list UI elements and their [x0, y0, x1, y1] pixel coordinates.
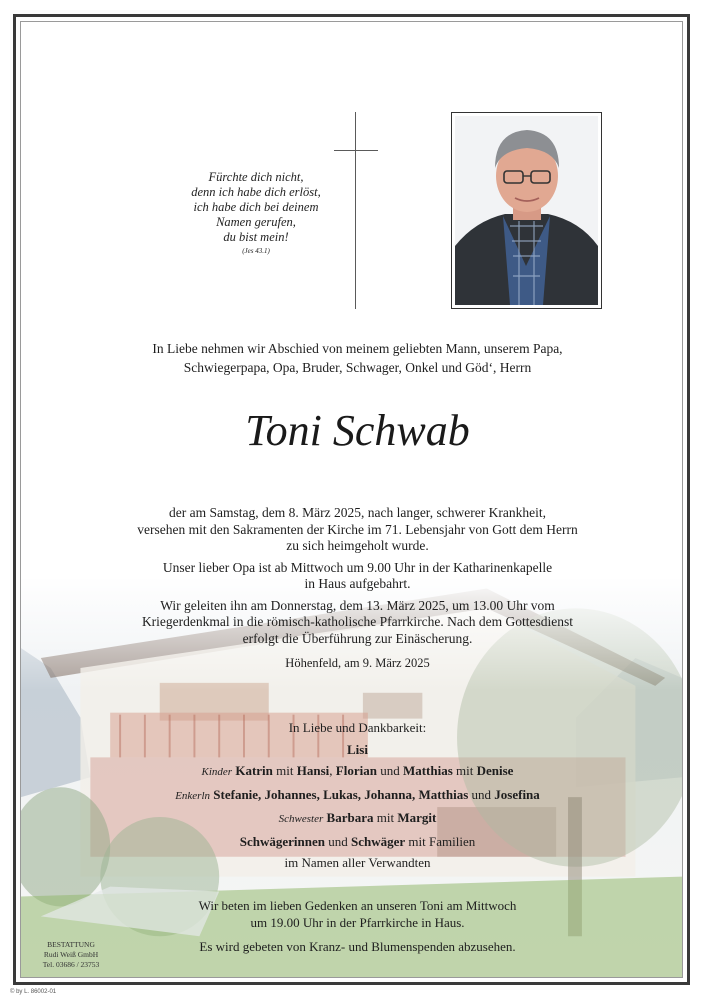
body-line: der am Samstag, dem 8. März 2025, nach langer, schwerer Krankheit,: [169, 505, 546, 520]
family-sister: Schwester Barbara mit Margit: [278, 810, 437, 825]
body-line: Kriegerdenkmal in die römisch-katholische Pfarrkirche. Nach dem Gottesdienst: [141, 614, 574, 629]
parte-inner-border: [20, 21, 683, 978]
bible-verse: [161, 170, 351, 256]
family-wife: Lisi: [347, 741, 368, 757]
prayer-paragraph: [111, 898, 604, 931]
family-children: Kinder Katrin mit Hansi, Florian und Matthias mit Denise: [201, 763, 514, 778]
place-date: Höhenfeld, am 9. März 2025: [285, 656, 430, 670]
closing-line: um 19.00 Uhr in der Pfarrkirche in Haus.: [250, 914, 465, 930]
verse-line: Fürchte dich nicht,: [208, 170, 304, 184]
portrait-man-image: [455, 116, 598, 305]
body-line: erfolgt die Überführung zur Einäscherung.: [242, 630, 473, 646]
family-list: [131, 717, 584, 874]
verse-reference: (Jes 43.1): [242, 247, 270, 255]
deceased-name: Toni Schwab: [245, 406, 470, 455]
body-line: zu sich heimgeholt wurde.: [286, 538, 429, 553]
verse-line: du bist mein!: [223, 230, 289, 244]
family-relatives: im Namen aller Verwandten: [284, 855, 431, 870]
parte-frame: [13, 14, 690, 985]
undertaker-line: Tel. 03686 / 23753: [42, 960, 100, 969]
viewing-paragraph: [81, 560, 634, 593]
closing-text: [111, 898, 604, 964]
body-line: Unser lieber Opa ist ab Mittwoch um 9.00 Uhr in der Katharinenkapelle: [162, 559, 553, 575]
death-paragraph: [81, 505, 634, 555]
verse-line: denn ich habe dich erlöst,: [191, 185, 321, 199]
closing-line: Wir beten im lieben Gedenken an unseren Toni am Mittwoch: [198, 898, 517, 913]
family-in-laws: Schwägerinnen und Schwäger mit Familien: [239, 833, 476, 849]
cross-icon: [334, 112, 378, 309]
undertaker-line: Rudi Weiß GmbH: [43, 950, 99, 959]
intro-line: In Liebe nehmen wir Abschied von meinem geliebten Mann, unserem Papa,: [152, 341, 563, 356]
body-line: Wir geleiten ihn am Donnerstag, dem 13. März 2025, um 13.00 Uhr vom: [160, 597, 555, 613]
family-grandchildren: Enkerln Stefanie, Johannes, Lukas, Johanna, Matthias und Josefina: [175, 786, 540, 802]
portrait-photo: [451, 112, 602, 309]
undertaker-line: BESTATTUNG: [47, 940, 95, 949]
body-line: versehen mit den Sakramenten der Kirche im 71. Lebensjahr von Gott dem Herrn: [137, 521, 578, 537]
flowers-note: Es wird gebeten von Kranz- und Blumenspenden abzusehen.: [199, 939, 516, 954]
family-heading: In Liebe und Dankbarkeit:: [288, 720, 427, 735]
intro-text: [81, 339, 634, 377]
print-code: © by L. 86002-01: [10, 989, 57, 995]
announcement-body: [81, 505, 634, 677]
body-line: in Haus aufgebahrt.: [304, 576, 411, 591]
verse-line: Namen gerufen,: [216, 215, 296, 229]
funeral-paragraph: [81, 598, 634, 648]
undertaker-imprint: [31, 940, 111, 970]
verse-line: ich habe dich bei deinem: [193, 200, 319, 214]
intro-line: Schwiegerpapa, Opa, Bruder, Schwager, Onkel und Göd‘, Herrn: [183, 360, 532, 375]
